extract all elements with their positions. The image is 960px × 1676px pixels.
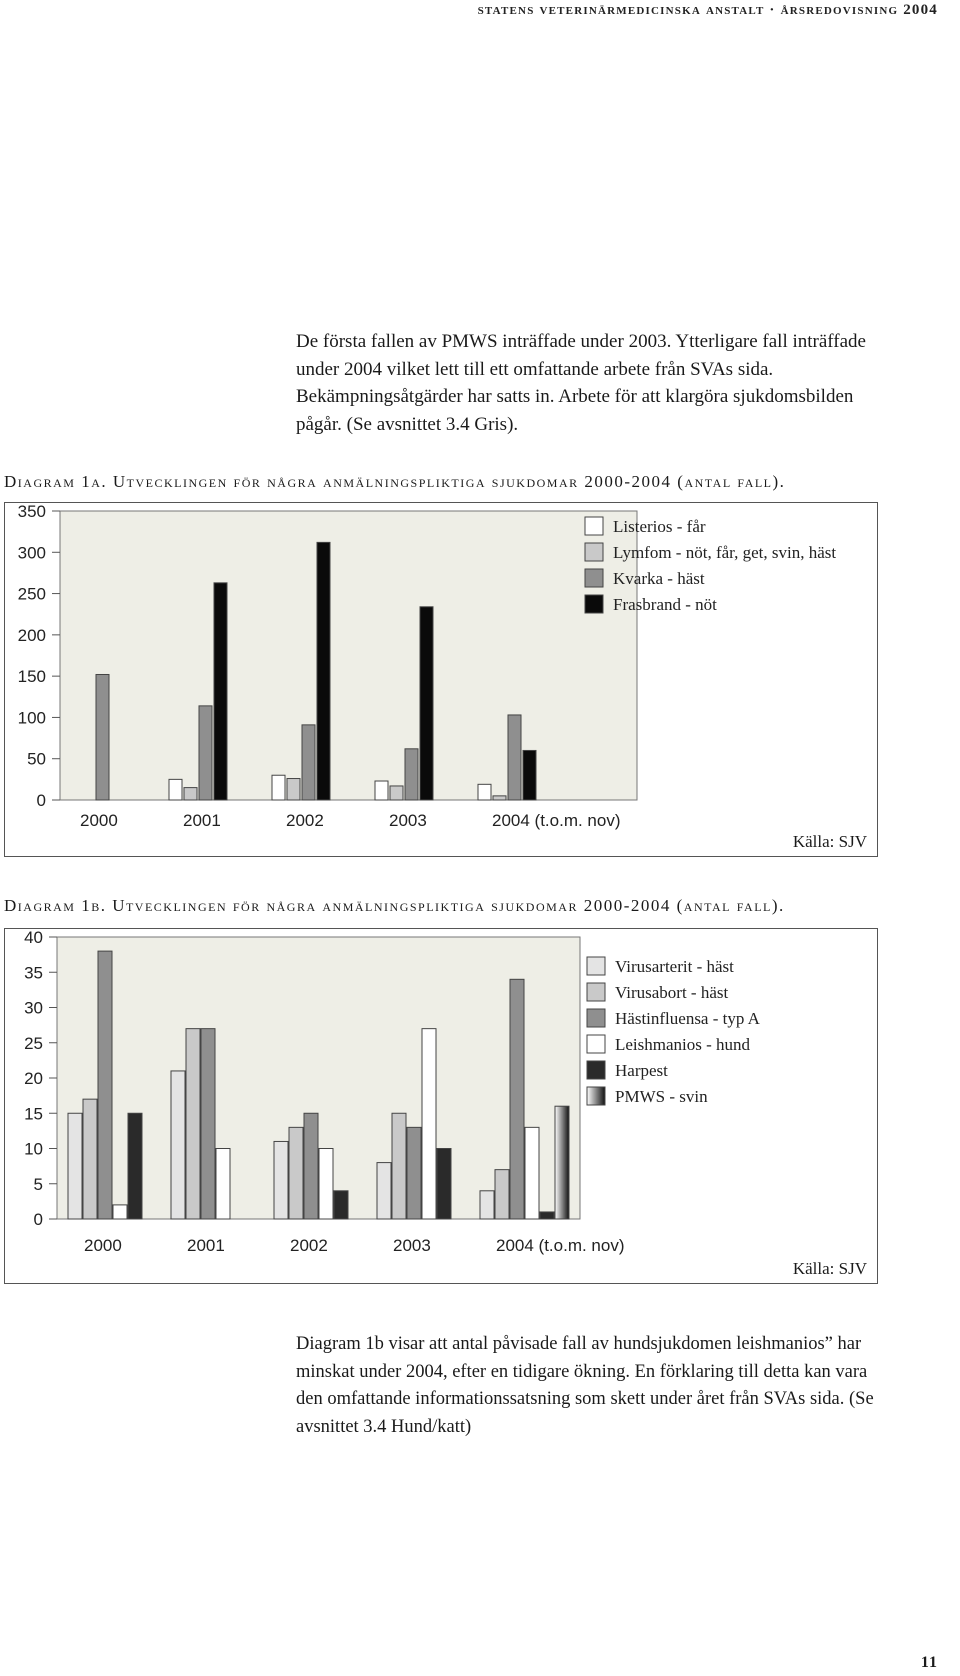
bar-virusabort-h-st-2003 bbox=[392, 1113, 406, 1219]
diagram-1a-caption: Diagram 1a. Utvecklingen för några anmälningspliktiga sjukdomar 2000-2004 (antal fall). bbox=[4, 472, 786, 491]
bar-leishmanios-hund-2001 bbox=[216, 1149, 230, 1220]
plot-area bbox=[60, 511, 637, 800]
bar-harpest-2004-t-o-m-nov bbox=[540, 1212, 554, 1219]
legend-swatch-virusabort-h-st bbox=[587, 983, 605, 1001]
legend-label-virusabort-h-st: Virusabort - häst bbox=[615, 983, 729, 1002]
x-category-label: 2002 bbox=[286, 811, 324, 830]
legend-label-harpest: Harpest bbox=[615, 1061, 668, 1080]
y-tick-label: 0 bbox=[36, 791, 46, 810]
y-tick-label: 200 bbox=[17, 625, 46, 645]
legend-swatch-pmws-svin bbox=[587, 1087, 605, 1105]
bar-h-stinfluensa-typ-a-2003 bbox=[407, 1127, 421, 1219]
bar-kvarka-h-st-2000 bbox=[96, 674, 109, 800]
bar-listerios-f-r-2003 bbox=[375, 781, 388, 800]
bar-virusarterit-h-st-2001 bbox=[171, 1071, 185, 1219]
legend-swatch-leishmanios-hund bbox=[587, 1035, 605, 1053]
legend-label-listerios-f-r: Listerios - får bbox=[613, 517, 706, 536]
bar-lymfom-n-t-f-r-get-svin-h-st-2003 bbox=[390, 786, 403, 800]
legend-label-frasbrand-n-t: Frasbrand - nöt bbox=[613, 595, 717, 614]
y-tick-label: 250 bbox=[17, 584, 46, 604]
bar-leishmanios-hund-2004-t-o-m-nov bbox=[525, 1127, 539, 1219]
running-header: statens veterinärmedicinska anstalt · årsredovisning 2004 bbox=[477, 2, 938, 18]
y-tick-label: 10 bbox=[24, 1139, 43, 1159]
bar-frasbrand-n-t-2002 bbox=[317, 542, 330, 800]
legend-label-h-stinfluensa-typ-a: Hästinfluensa - typ A bbox=[615, 1009, 760, 1028]
bar-kvarka-h-st-2002 bbox=[302, 725, 315, 800]
legend-label-kvarka-h-st: Kvarka - häst bbox=[613, 569, 705, 588]
x-category-label: 2004 (t.o.m. nov) bbox=[496, 1236, 625, 1255]
legend-swatch-virusarterit-h-st bbox=[587, 957, 605, 975]
bar-lymfom-n-t-f-r-get-svin-h-st-2002 bbox=[287, 779, 300, 800]
diagram-1b-caption: Diagram 1b. Utvecklingen för några anmälningspliktiga sjukdomar 2000-2004 (antal fall). bbox=[4, 896, 785, 915]
bar-frasbrand-n-t-2003 bbox=[420, 607, 433, 800]
bar-leishmanios-hund-2002 bbox=[319, 1149, 333, 1220]
legend-swatch-listerios-f-r bbox=[585, 517, 603, 535]
bar-harpest-2003 bbox=[437, 1149, 451, 1220]
y-tick-label: 0 bbox=[33, 1210, 43, 1229]
legend-swatch-harpest bbox=[587, 1061, 605, 1079]
bar-virusarterit-h-st-2000 bbox=[68, 1113, 82, 1219]
bar-virusabort-h-st-2002 bbox=[289, 1127, 303, 1219]
x-category-label: 2003 bbox=[393, 1236, 431, 1255]
bar-virusarterit-h-st-2004-t-o-m-nov bbox=[480, 1191, 494, 1219]
diagram-1b-source: Källa: SJV bbox=[792, 1259, 867, 1278]
y-tick-label: 25 bbox=[24, 1033, 43, 1053]
legend-label-lymfom-n-t-f-r-get-svin-h-st: Lymfom - nöt, får, get, svin, häst bbox=[613, 543, 837, 562]
bar-harpest-2000 bbox=[128, 1113, 142, 1219]
x-category-label: 2000 bbox=[80, 811, 118, 830]
diagram-1b-chart bbox=[5, 929, 879, 1285]
bar-leishmanios-hund-2003 bbox=[422, 1029, 436, 1219]
bar-listerios-f-r-2001 bbox=[169, 779, 182, 800]
x-category-label: 2003 bbox=[389, 811, 427, 830]
x-category-label: 2000 bbox=[84, 1236, 122, 1255]
y-tick-label: 40 bbox=[24, 929, 43, 947]
bar-frasbrand-n-t-2001 bbox=[214, 583, 227, 800]
y-tick-label: 350 bbox=[17, 503, 46, 521]
bar-pmws-svin-2004-t-o-m-nov bbox=[555, 1106, 569, 1219]
x-category-label: 2001 bbox=[183, 811, 221, 830]
y-tick-label: 150 bbox=[17, 667, 46, 687]
legend-label-leishmanios-hund: Leishmanios - hund bbox=[615, 1035, 751, 1054]
bar-kvarka-h-st-2004-t-o-m-nov bbox=[508, 715, 521, 800]
diagram-1a-frame bbox=[4, 502, 878, 857]
legend-label-virusarterit-h-st: Virusarterit - häst bbox=[615, 957, 734, 976]
legend-label-pmws-svin: PMWS - svin bbox=[615, 1087, 708, 1106]
bar-virusabort-h-st-2004-t-o-m-nov bbox=[495, 1170, 509, 1219]
bar-frasbrand-n-t-2004-t-o-m-nov bbox=[523, 750, 536, 800]
bar-virusabort-h-st-2000 bbox=[83, 1099, 97, 1219]
y-tick-label: 5 bbox=[33, 1174, 43, 1194]
bar-h-stinfluensa-typ-a-2004-t-o-m-nov bbox=[510, 979, 524, 1219]
outro-paragraph: Diagram 1b visar att antal påvisade fall av hundsjukdomen leishmanios” har minskat under 2004, efter en tidigare ökning. En förklaring till detta kan vara den omfattande informationssatsning som skett under året från SVAs sida. (Se avsnittet 3.4 Hund/katt) bbox=[296, 1334, 874, 1437]
diagram-1b-frame bbox=[4, 928, 878, 1284]
legend-swatch-h-stinfluensa-typ-a bbox=[587, 1009, 605, 1027]
y-tick-label: 20 bbox=[24, 1069, 43, 1088]
legend-swatch-frasbrand-n-t bbox=[585, 595, 603, 613]
bar-lymfom-n-t-f-r-get-svin-h-st-2004-t-o-m-nov bbox=[493, 796, 506, 800]
y-tick-label: 30 bbox=[24, 998, 43, 1018]
y-tick-label: 100 bbox=[17, 708, 46, 728]
y-tick-label: 15 bbox=[24, 1104, 43, 1124]
bar-kvarka-h-st-2003 bbox=[405, 749, 418, 800]
bar-virusarterit-h-st-2002 bbox=[274, 1141, 288, 1219]
bar-virusabort-h-st-2001 bbox=[186, 1029, 200, 1219]
page-number: 11 bbox=[920, 1654, 938, 1671]
y-tick-label: 35 bbox=[24, 963, 43, 983]
legend-swatch-lymfom-n-t-f-r-get-svin-h-st bbox=[585, 543, 603, 561]
bar-listerios-f-r-2002 bbox=[272, 775, 285, 800]
bar-h-stinfluensa-typ-a-2000 bbox=[98, 951, 112, 1219]
bar-virusarterit-h-st-2003 bbox=[377, 1163, 391, 1219]
x-category-label: 2001 bbox=[187, 1236, 225, 1255]
bar-listerios-f-r-2004-t-o-m-nov bbox=[478, 784, 491, 800]
bar-kvarka-h-st-2001 bbox=[199, 706, 212, 800]
x-category-label: 2002 bbox=[290, 1236, 328, 1255]
diagram-1a-source: Källa: SJV bbox=[792, 832, 867, 851]
bar-leishmanios-hund-2000 bbox=[113, 1205, 127, 1219]
bar-h-stinfluensa-typ-a-2002 bbox=[304, 1113, 318, 1219]
intro-paragraph: De första fallen av PMWS inträffade under 2003. Ytterligare fall inträffade under 2004 vilket lett till ett omfattande arbete från SVAs sida. Bekämpningsåtgärder har satts in. Arbete för att klargöra sjukdomsbilden pågår. (Se avsnittet 3.4 Gris). bbox=[296, 331, 866, 435]
diagram-1a-chart bbox=[5, 503, 879, 858]
x-category-label: 2004 (t.o.m. nov) bbox=[492, 811, 621, 830]
y-tick-label: 50 bbox=[27, 749, 46, 769]
bar-h-stinfluensa-typ-a-2001 bbox=[201, 1029, 215, 1219]
y-tick-label: 300 bbox=[17, 543, 46, 563]
legend-swatch-kvarka-h-st bbox=[585, 569, 603, 587]
bar-lymfom-n-t-f-r-get-svin-h-st-2001 bbox=[184, 788, 197, 800]
bar-harpest-2002 bbox=[334, 1191, 348, 1219]
